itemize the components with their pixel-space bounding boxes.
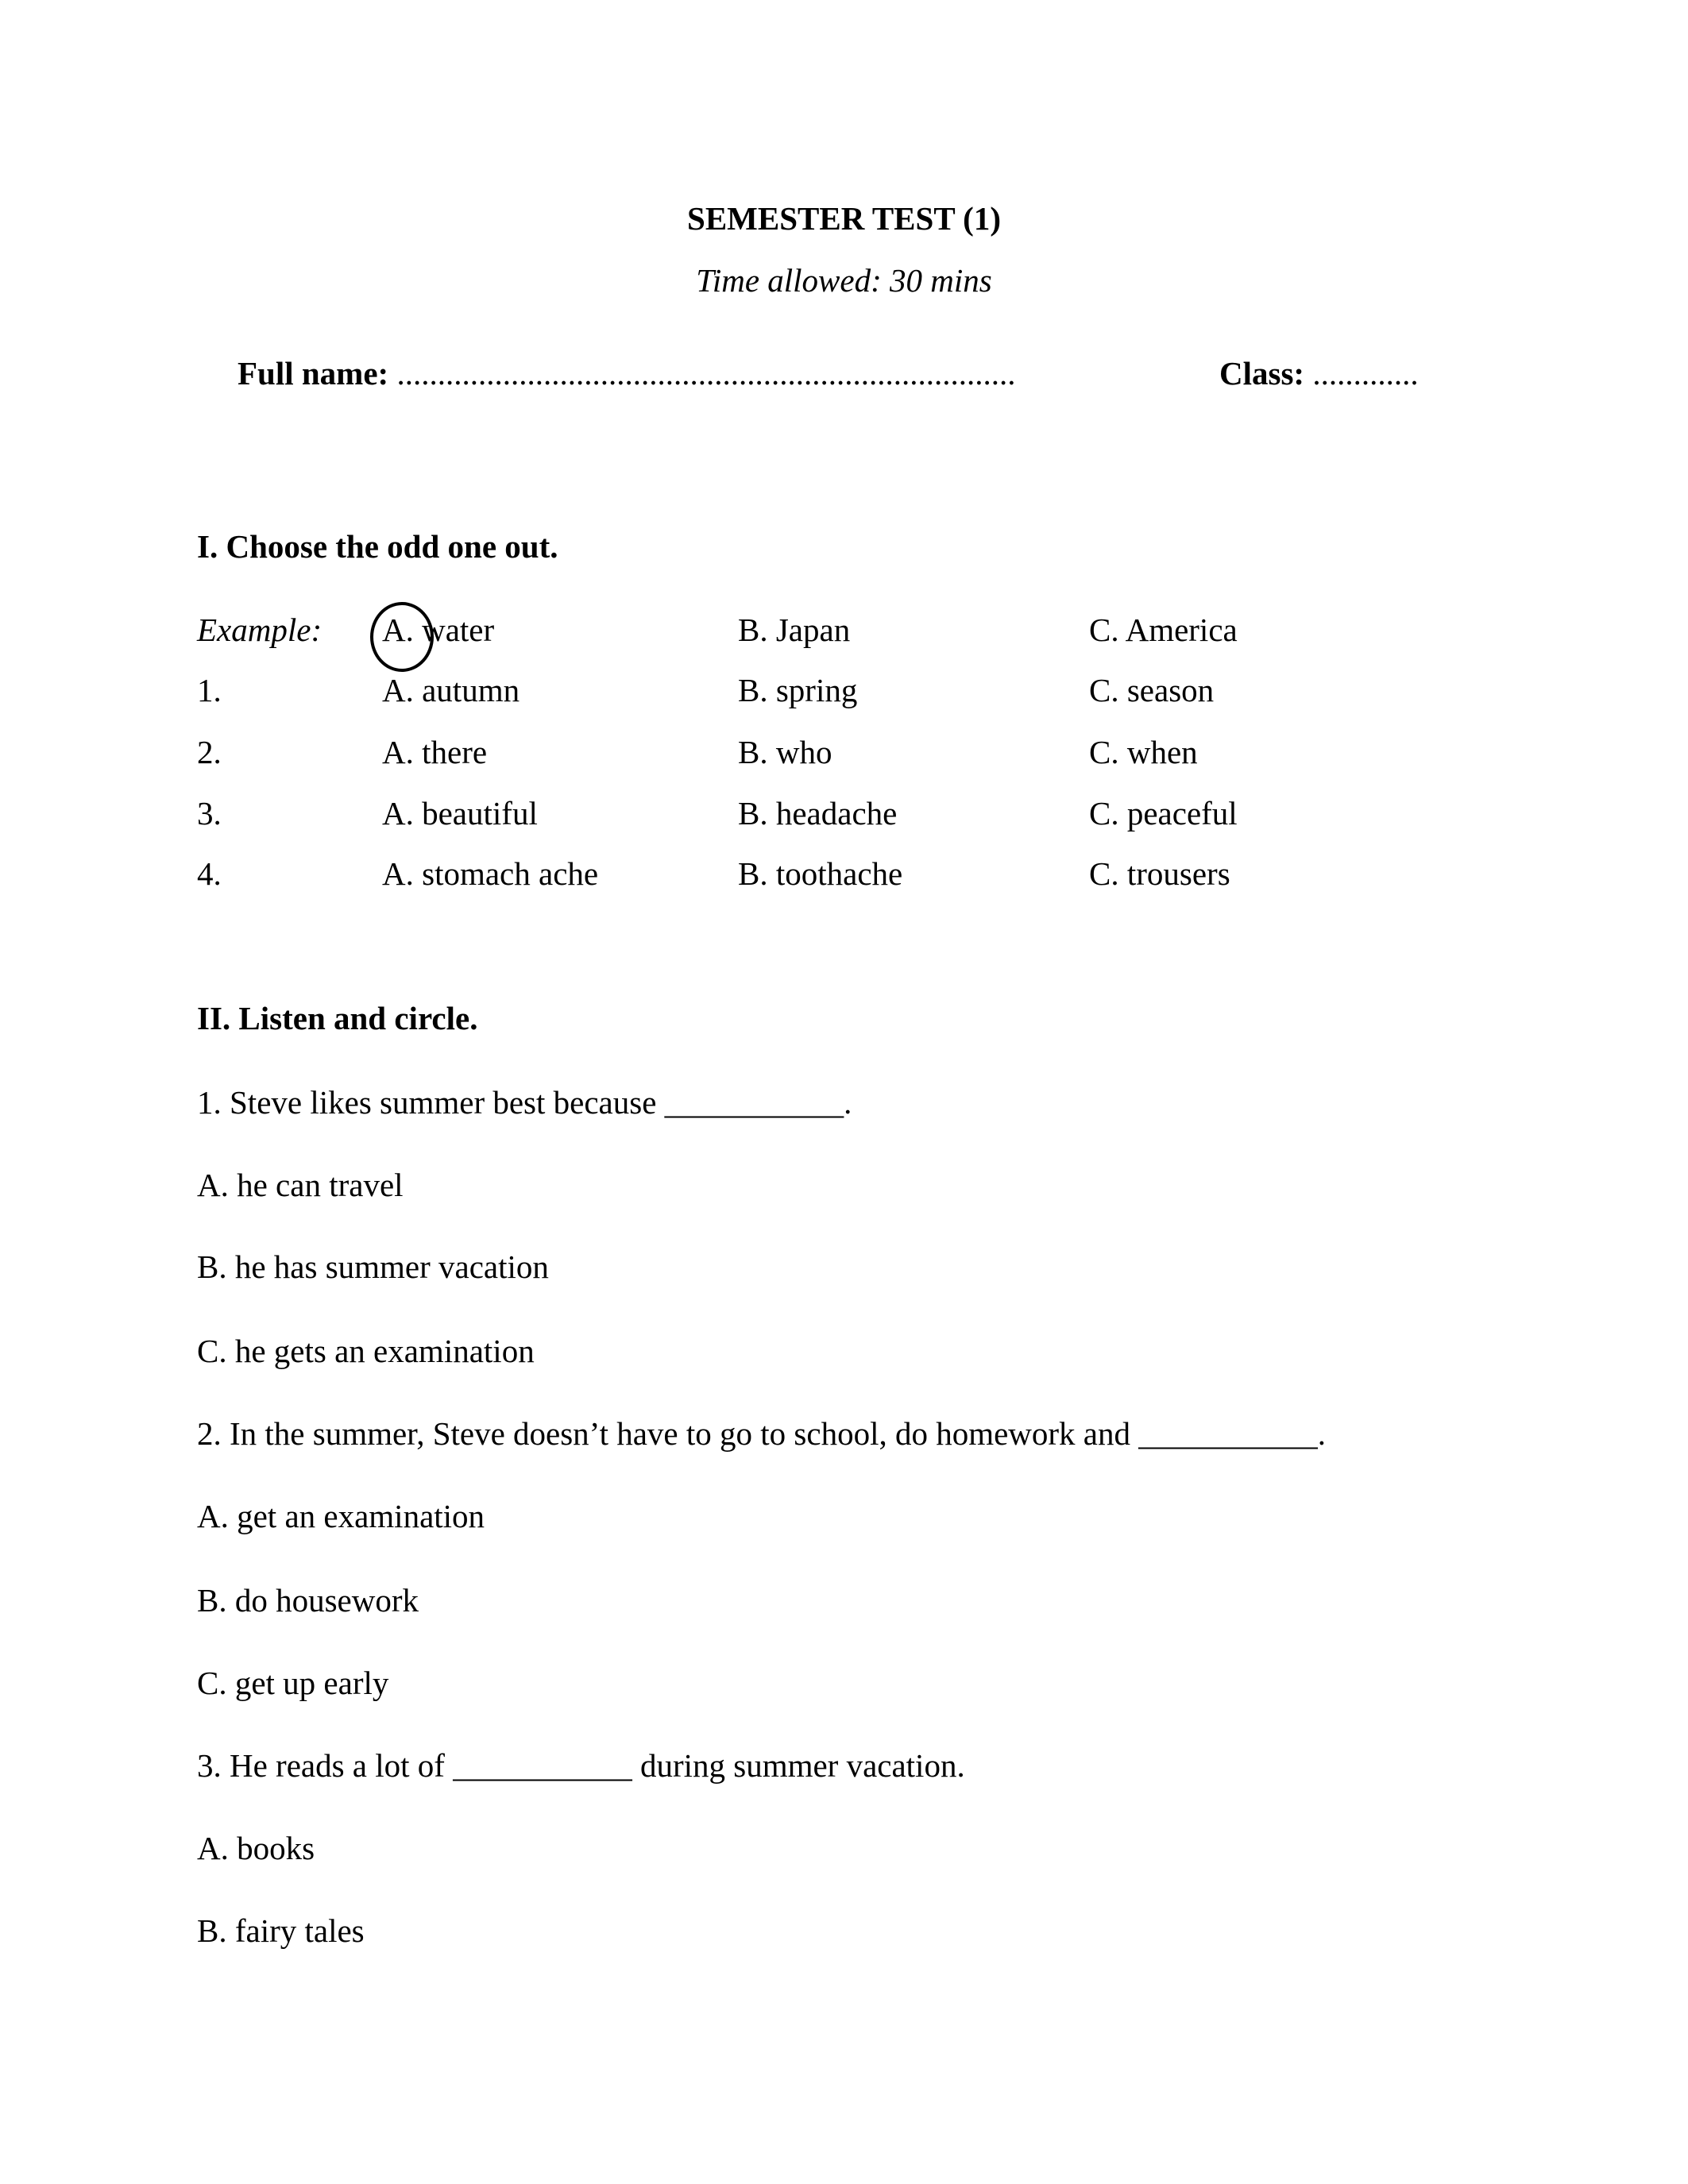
option-a[interactable]: A. get an examination	[197, 1498, 485, 1534]
option-a[interactable]: A. there	[382, 734, 488, 770]
class-blank: .............	[1312, 355, 1419, 392]
question-number: 1.	[197, 672, 222, 708]
option-b[interactable]: B. he has summer vacation	[197, 1248, 549, 1285]
option-a[interactable]: A. beautiful	[382, 795, 538, 832]
option-b[interactable]: B. who	[738, 734, 832, 770]
option-a[interactable]: A. stomach ache	[382, 855, 599, 892]
option-c[interactable]: C. trousers	[1089, 855, 1230, 892]
example-option-c: C. America	[1089, 612, 1238, 648]
question-number: 4.	[197, 855, 222, 892]
full-name-label: Full name:	[238, 355, 389, 392]
class-field	[1219, 357, 1419, 390]
section-2-heading: II. Listen and circle.	[197, 1000, 478, 1036]
full-name-blank: ............................................................................	[396, 355, 1016, 392]
full-name-field	[238, 357, 1015, 390]
option-c[interactable]: C. he gets an examination	[197, 1333, 535, 1369]
option-c[interactable]: C. get up early	[197, 1665, 389, 1701]
option-a[interactable]: A. autumn	[382, 672, 520, 708]
test-title: SEMESTER TEST (1)	[687, 200, 1001, 237]
question-text: 3. He reads a lot of ___________ during summer vacation.	[197, 1747, 965, 1784]
option-c[interactable]: C. when	[1089, 734, 1198, 770]
time-allowed: Time allowed: 30 mins	[696, 262, 992, 299]
option-c[interactable]: C. peaceful	[1089, 795, 1238, 832]
question-number: 2.	[197, 734, 222, 770]
example-option-a: A. water	[382, 612, 495, 648]
option-c[interactable]: C. season	[1089, 672, 1215, 708]
example-option-b: B. Japan	[738, 612, 851, 648]
class-label: Class:	[1219, 355, 1305, 392]
option-b[interactable]: B. headache	[738, 795, 898, 832]
option-a[interactable]: A. books	[197, 1830, 315, 1866]
question-text: 2. In the summer, Steve doesn’t have to go to school, do homework and ___________.	[197, 1415, 1327, 1452]
example-label: Example:	[197, 612, 323, 648]
question-text: 1. Steve likes summer best because ___________.	[197, 1084, 852, 1121]
question-number: 3.	[197, 795, 222, 832]
option-b[interactable]: B. spring	[738, 672, 858, 708]
option-a[interactable]: A. he can travel	[197, 1167, 404, 1203]
option-b[interactable]: B. do housework	[197, 1582, 419, 1619]
option-b[interactable]: B. toothache	[738, 855, 903, 892]
section-1-heading: I. Choose the odd one out.	[197, 528, 558, 565]
option-b[interactable]: B. fairy tales	[197, 1912, 365, 1949]
